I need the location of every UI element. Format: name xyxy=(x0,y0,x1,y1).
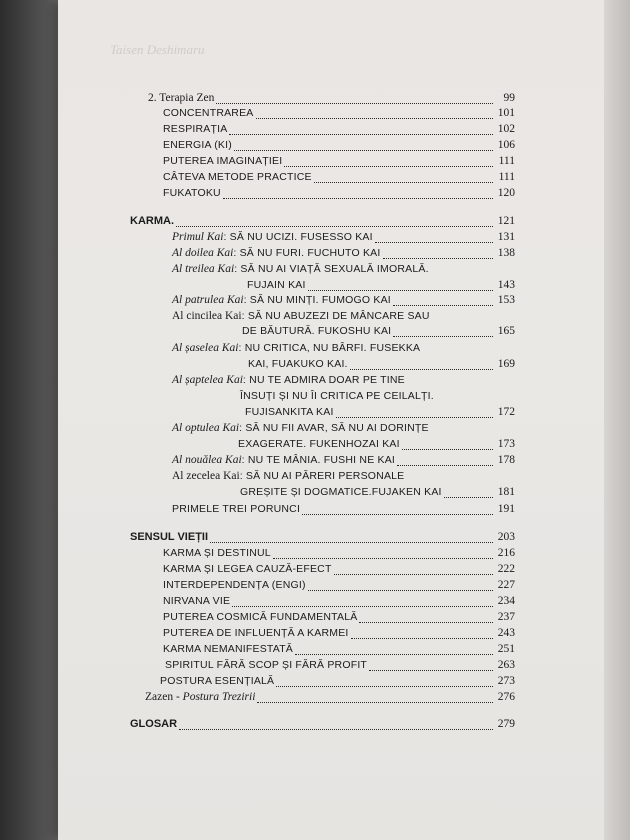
toc-page-number: 279 xyxy=(497,718,515,730)
toc-text-segment: INTERDEPENDENȚA (ENGI) xyxy=(163,579,306,591)
leader-dots xyxy=(402,448,493,450)
toc-page-number: 138 xyxy=(497,247,515,259)
leader-dots xyxy=(350,368,493,370)
toc-text-segment: ÎNSUȚI ȘI NU ÎI CRITICA PE CEILALȚI. xyxy=(240,390,434,402)
toc-text-segment: ENERGIA (KI) xyxy=(163,139,232,151)
toc-entry-title xyxy=(172,247,381,259)
toc-page-number: 234 xyxy=(497,595,515,607)
toc-page-number: 263 xyxy=(497,659,515,671)
toc-entry-title xyxy=(245,406,334,418)
toc-entry-title xyxy=(240,390,434,402)
toc-text-segment: SPIRITUL FĂRĂ SCOP ȘI FĂRĂ PROFIT xyxy=(165,659,368,671)
toc-text-segment: Zazen - xyxy=(145,691,183,703)
leader-dots xyxy=(383,257,494,259)
toc-page-number: 237 xyxy=(497,611,515,623)
toc-page-number: 216 xyxy=(497,547,515,559)
toc-text-segment: SENSUL VIEȚII xyxy=(130,531,209,543)
toc-entry-title xyxy=(172,310,430,322)
toc-page-number: 111 xyxy=(498,155,515,167)
leader-dots xyxy=(223,197,493,199)
toc-page-number: 251 xyxy=(497,643,515,655)
leader-dots xyxy=(232,605,493,607)
page-edge xyxy=(604,0,630,840)
toc-entry-title xyxy=(172,422,429,434)
toc-text-segment: KARMA ȘI DESTINUL xyxy=(163,547,271,559)
leader-dots xyxy=(257,701,493,703)
leader-dots xyxy=(234,149,493,151)
toc-text-segment: Al șaptelea Kai xyxy=(172,374,243,386)
toc-page-number: 276 xyxy=(497,691,515,703)
toc-entry-title xyxy=(242,325,391,337)
toc-text-segment: : SĂ NU FURI. FUCHUTO KAI xyxy=(233,247,381,259)
toc-text-segment: : SĂ NU AI PĂRERI PERSONALE xyxy=(239,470,405,482)
toc-entry-title xyxy=(172,374,405,386)
toc-entry-title xyxy=(247,279,306,291)
toc-entry-title xyxy=(165,659,367,671)
toc-page-number: 222 xyxy=(497,563,515,575)
toc-text-segment: PUTEREA COSMICĂ FUNDAMENTALĂ xyxy=(163,611,358,623)
toc-text-segment: Al șaselea Kai xyxy=(172,342,239,354)
toc-text-segment: EXAGERATE. FUKENHOZAI KAI xyxy=(238,438,400,450)
toc-page-number: 102 xyxy=(497,123,515,135)
toc-text-segment: Al patrulea Kai xyxy=(172,294,244,306)
toc-text-segment: PUTEREA IMAGINAȚIEI xyxy=(163,155,283,167)
toc-text-segment: CÂTEVA METODE PRACTICE xyxy=(163,171,312,183)
toc-page-number: 143 xyxy=(497,279,515,291)
toc-text-segment: FUKATOKU xyxy=(163,187,221,199)
leader-dots xyxy=(295,653,493,655)
leader-dots xyxy=(375,241,493,243)
toc-text-segment: DE BĂUTURĂ. FUKOSHU KAI xyxy=(242,325,392,337)
toc-entry-title xyxy=(163,563,332,575)
toc-entry-title xyxy=(163,123,227,135)
leader-dots xyxy=(276,685,493,687)
bleed-through-header: Taisen Deshimaru xyxy=(110,42,205,57)
leader-dots xyxy=(334,573,493,575)
toc-text-segment: PRIMELE TREI PORUNCI xyxy=(172,503,301,515)
leader-dots xyxy=(444,496,493,498)
toc-entry-title xyxy=(172,263,429,275)
toc-page-number: 106 xyxy=(497,139,515,151)
leader-dots xyxy=(256,117,494,119)
book-gutter xyxy=(0,0,58,840)
toc-text-segment: GLOSAR xyxy=(130,718,178,730)
toc-page-number: 120 xyxy=(497,187,515,199)
toc-page-number: 181 xyxy=(497,486,515,498)
leader-dots xyxy=(216,102,493,104)
toc-entry-title xyxy=(172,294,391,306)
toc-page-number: 99 xyxy=(503,92,515,104)
toc-text-segment: KARMA NEMANIFESTATĂ xyxy=(163,643,294,655)
toc-entry-title xyxy=(172,470,404,482)
toc-text-segment: Postura Trezirii xyxy=(182,691,256,703)
toc-entry-title xyxy=(163,107,254,119)
leader-dots xyxy=(393,335,493,337)
leader-dots xyxy=(284,165,493,167)
toc-entry-title xyxy=(248,358,348,370)
leader-dots xyxy=(273,557,493,559)
toc-text-segment: 2. Terapia Zen xyxy=(148,92,215,104)
toc-text-segment: Al nouălea Kai xyxy=(172,454,242,466)
toc-entry-title xyxy=(163,595,230,607)
leader-dots xyxy=(302,513,493,515)
leader-dots xyxy=(351,637,493,639)
leader-dots xyxy=(314,181,493,183)
toc-entry-title xyxy=(163,547,271,559)
toc-text-segment: NIRVANA VIE xyxy=(163,595,231,607)
toc-page-number: 111 xyxy=(498,171,515,183)
toc-entry-title xyxy=(148,92,214,104)
leader-dots xyxy=(210,541,493,543)
leader-dots xyxy=(176,225,493,227)
toc-text-segment: : NU TE MÂNIA. FUSHI NE KAI xyxy=(241,454,396,466)
toc-page-number: 165 xyxy=(497,325,515,337)
leader-dots xyxy=(397,464,493,466)
toc-text-segment: PUTEREA DE INFLUENȚĂ A KARMEI xyxy=(163,627,349,639)
toc-entry-title xyxy=(172,342,420,354)
toc-entry-title xyxy=(130,718,177,730)
toc-text-segment: : SĂ NU UCIZI. FUSESSO KAI xyxy=(223,231,373,243)
toc-entry-title xyxy=(172,231,373,243)
toc-entry-title xyxy=(163,579,306,591)
toc-text-segment: RESPIRAȚIA xyxy=(163,123,228,135)
toc-text-segment: : SĂ NU MINȚI. FUMOGO KAI xyxy=(243,294,391,306)
toc-entry-title xyxy=(163,187,221,199)
toc-page-number: 101 xyxy=(497,107,515,119)
toc-text-segment: Al cincilea Kai xyxy=(172,310,242,322)
toc-text-segment: Al optulea Kai xyxy=(172,422,240,434)
toc-text-segment: FUJAIN KAI xyxy=(247,279,306,291)
leader-dots xyxy=(308,589,493,591)
toc-text-segment: Al doilea Kai xyxy=(172,247,234,259)
book-page xyxy=(58,0,604,840)
toc-text-segment: KAI, FUAKUKO KAI. xyxy=(248,358,348,370)
toc-entry-title xyxy=(145,691,255,703)
leader-dots xyxy=(359,621,493,623)
leader-dots xyxy=(179,728,493,730)
toc-page-number: 273 xyxy=(497,675,515,687)
leader-dots xyxy=(393,304,493,306)
leader-dots xyxy=(308,289,493,291)
leader-dots xyxy=(369,669,493,671)
toc-text-segment: FUJISANKITA KAI xyxy=(245,406,334,418)
leader-dots xyxy=(229,133,493,135)
toc-page-number: 203 xyxy=(497,531,515,543)
toc-text-segment: : SĂ NU AI VIAȚĂ SEXUALĂ IMORALĂ. xyxy=(234,263,429,275)
toc-text-segment: CONCENTRAREA xyxy=(163,107,254,119)
toc-entry-title xyxy=(172,454,395,466)
toc-text-segment: Primul Kai xyxy=(172,231,224,243)
toc-page-number: 169 xyxy=(497,358,515,370)
toc-text-segment: GREȘITE ȘI DOGMATICE.FUJAKEN KAI xyxy=(240,486,442,498)
toc-entry-title xyxy=(163,171,312,183)
toc-entry-title xyxy=(130,215,174,227)
toc-entry-title xyxy=(163,643,293,655)
toc-entry-title xyxy=(163,139,232,151)
toc-page-number: 121 xyxy=(497,215,515,227)
toc-text-segment: : NU CRITICA, NU BÂRFI. FUSEKKA xyxy=(238,342,421,354)
toc-entry-title xyxy=(163,155,282,167)
toc-text-segment: : NU TE ADMIRA DOAR PE TINE xyxy=(242,374,405,386)
toc-entry-title xyxy=(130,531,208,543)
toc-entry-title xyxy=(163,627,349,639)
toc-page-number: 173 xyxy=(497,438,515,450)
toc-page-number: 227 xyxy=(497,579,515,591)
toc-text-segment: Al treilea Kai xyxy=(172,263,235,275)
toc-text-segment: KARMA. xyxy=(130,215,174,227)
toc-entry-title xyxy=(238,438,400,450)
toc-entry-title xyxy=(172,503,300,515)
toc-page-number: 153 xyxy=(497,294,515,306)
toc-text-segment: : SĂ NU ABUZEZI DE MÂNCARE SAU xyxy=(241,310,430,322)
toc-page-number: 172 xyxy=(497,406,515,418)
toc-page-number: 243 xyxy=(497,627,515,639)
toc-text-segment: KARMA ȘI LEGEA CAUZĂ-EFECT xyxy=(163,563,332,575)
toc-page-number: 131 xyxy=(497,231,515,243)
leader-dots xyxy=(336,416,493,418)
toc-text-segment: Al zecelea Kai xyxy=(172,470,240,482)
toc-entry-title xyxy=(240,486,442,498)
toc-entry-title xyxy=(160,675,274,687)
toc-text-segment: POSTURA ESENȚIALĂ xyxy=(160,675,275,687)
toc-page-number: 178 xyxy=(497,454,515,466)
toc-entry-title xyxy=(163,611,357,623)
toc-page-number: 191 xyxy=(497,503,515,515)
toc-text-segment: : SĂ NU FII AVAR, SĂ NU AI DORINȚE xyxy=(239,422,429,434)
